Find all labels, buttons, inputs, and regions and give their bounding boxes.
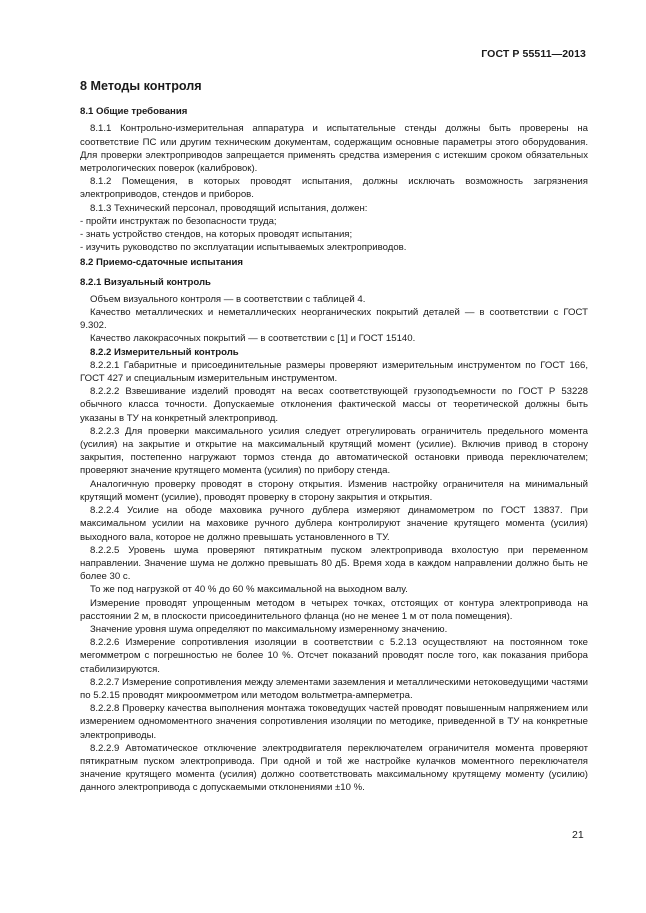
paragraph: 8.2.2.7 Измерение сопротивления между элементами заземления и металлическими нетоковедущими частями по 5.2.15 проводят микроомметром или методом вольтметра-амперметра. [80, 676, 588, 701]
paragraph: 8.2.2.8 Проверку качества выполнения монтажа токоведущих частей проводят повышенным напряжением или измерением одномоментного значения сопротивления изоляции по методике, приведенной в ТУ на конкретные электроприводы. [80, 703, 588, 741]
paragraph: 8.1.2 Помещения, в которых проводят испытания, должны исключать возможность загрязнения электроприводов, стендов и приборов. [80, 176, 588, 201]
list-item: - пройти инструктаж по безопасности труда; [80, 215, 277, 227]
document-header: ГОСТ Р 55511—2013 [481, 48, 586, 60]
page-content [80, 80, 588, 795]
paragraph: Объем визуального контроля — в соответствии с таблицей 4. [90, 293, 366, 305]
paragraph: 8.2.2.5 Уровень шума проверяют пятикратным пуском электропривода вхолостую при переменном направлении. Значение шума не должно превышать 80 дБ. Время хода в каждом направлении должно быть не более 30 с. [80, 544, 588, 583]
subsection-title-acceptance: 8.2 Приемо-сдаточные испытания [80, 257, 243, 269]
paragraph: 8.2.2.4 Усилие на ободе маховика ручного дублера измеряют динамометром по ГОСТ 13837. При максимальном усилии на маховике ручного дублера контролируют значение крутящего момента (усилия) выходного вала, которое не должно превышать установленного в ТУ. [80, 505, 588, 543]
subsection-title-measuring: 8.2.2 Измерительный контроль [90, 346, 239, 358]
paragraph: Качество металлических и неметаллических неорганических покрытий деталей — в соответствии с ГОСТ 9.302. [80, 307, 588, 332]
paragraph: То же под нагрузкой от 40 % до 60 % максимальной на выходном валу. [90, 584, 408, 596]
section-title: 8 Методы контроля [80, 79, 202, 93]
paragraph: Значение уровня шума определяют по максимальному измеренному значению. [90, 623, 448, 635]
subsection-title-general: 8.1 Общие требования [80, 106, 188, 118]
paragraph: 8.1.1 Контрольно-измерительная аппаратура и испытательные стенды должны быть проверены на соответствие ПС или другим техническим документам, содержащим основные параметры этого оборудования. Для проверки электроприводов запрещается применять средства измерения с истекшим сроком обязательных метрологических поверок (калибровок). [80, 123, 588, 175]
list-item: - знать устройство стендов, на которых проводят испытания; [80, 229, 353, 241]
paragraph: 8.1.3 Технический персонал, проводящий испытания, должен: [90, 202, 368, 214]
paragraph: Аналогичную проверку проводят в сторону открытия. Изменив настройку ограничителя на минимальный крутящий момент (усилие), проводят проверку в сторону закрытия и открытия. [80, 478, 588, 503]
subsection-title-visual: 8.2.1 Визуальный контроль [80, 276, 211, 288]
paragraph: 8.2.2.2 Взвешивание изделий проводят на весах соответствующей грузоподъемности по ГОСТ Р 53228 обычного класса точности. Допускаемые отклонения фактической массы от теоретической должны быть указаны в ТУ на конкретный электропривод. [80, 386, 588, 424]
paragraph: 8.2.2.9 Автоматическое отключение электродвигателя переключателем ограничителя момента проверяют пятикратным пуском электропривода. При одной и той же настройке кулачков моментного переключателя значение крутящего момента (усилия) должно соответствовать максимальному крутящему моменту (усилию) данного электропривода с допускаемыми отклонениями ±10 %. [80, 742, 588, 794]
list-item: - изучить руководство по эксплуатации испытываемых электроприводов. [80, 242, 407, 254]
paragraph: Качество лакокрасочных покрытий — в соответствии с [1] и ГОСТ 15140. [90, 333, 416, 345]
paragraph: Измерение проводят упрощенным методом в четырех точках, отстоящих от контура электропривода на расстоянии 2 м, в плоскости присоединительного фланца (но не менее 1 м от пола помещения). [80, 597, 588, 622]
paragraph: 8.2.2.1 Габаритные и присоединительные размеры проверяют измерительным инструментом по ГОСТ 166, ГОСТ 427 и специальным измерительным инструментом. [80, 359, 588, 385]
page-number: 21 [572, 829, 584, 841]
paragraph: 8.2.2.3 Для проверки максимального усилия следует отрегулировать ограничитель предельного момента (усилия) на закрытие и открытие на максимальный крутящий момент (усилие). Включив привод в сторону закрытия, постепенно нагружают тормоз стенда до автоматической остановки привода переключателем; проверяют значение крутящего момента (усилия) по прибору стенда. [80, 425, 588, 477]
paragraph: 8.2.2.6 Измерение сопротивления изоляции в соответствии с 5.2.13 осуществляют на постоянном токе мегомметром с погрешностью не более 10 %. Отсчет показаний проводят после того, как показания прибора стабилизируются. [80, 637, 588, 675]
